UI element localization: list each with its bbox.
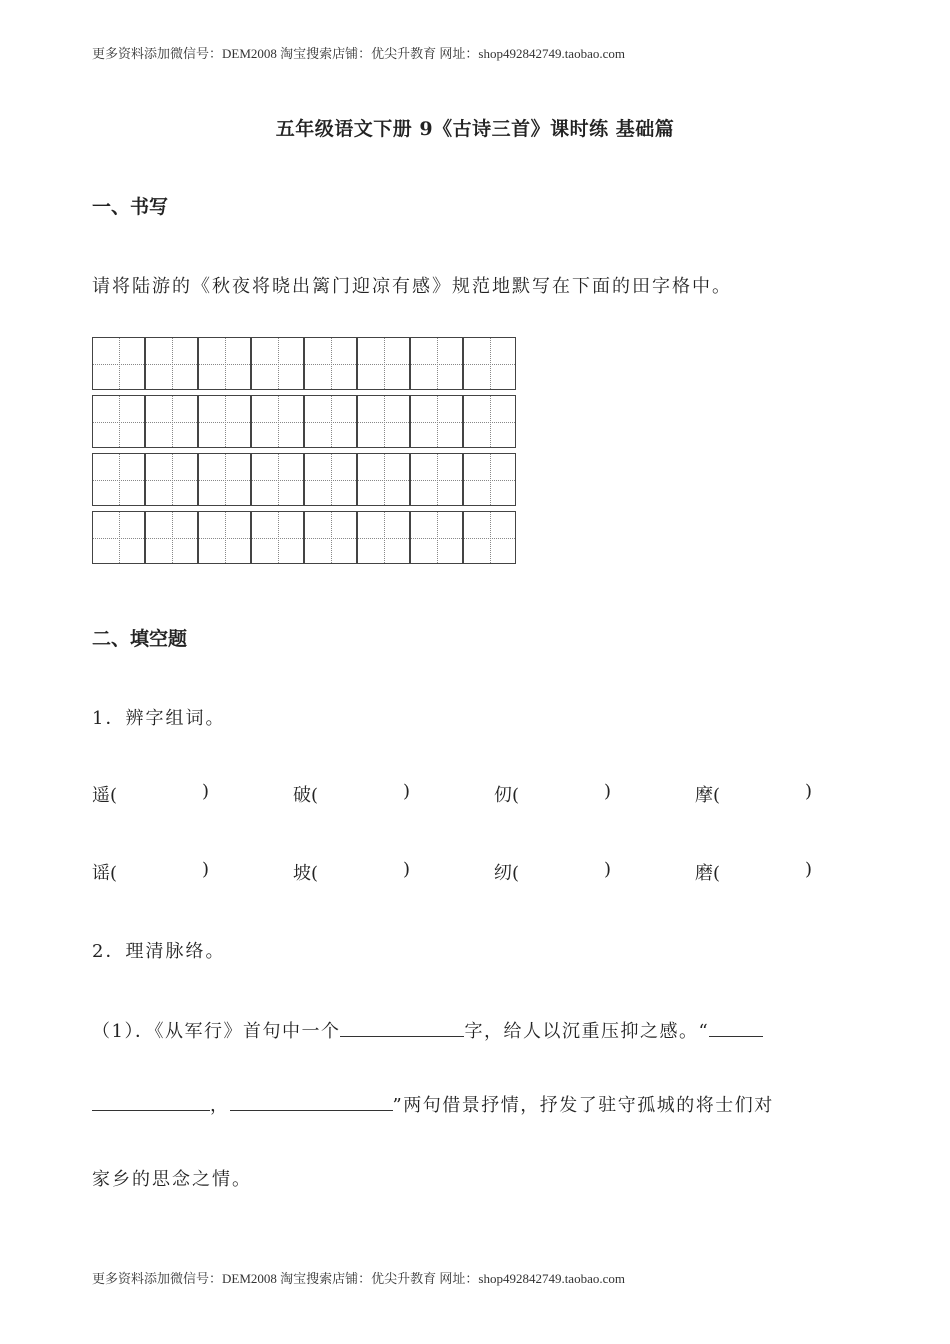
tianzige-cell[interactable] [92,453,145,506]
tianzige-cell[interactable] [92,395,145,448]
tianzige-cell[interactable] [357,337,410,390]
tianzige-cell[interactable] [92,337,145,390]
word-item-ren2[interactable] [494,859,612,885]
page-title: 五年级语文下册 9《古诗三首》课时练 基础篇 [275,118,675,140]
tianzige-cell[interactable] [304,453,357,506]
word-item-close: ) [805,859,813,880]
word-item-yao[interactable] [92,781,210,807]
tianzige-cell[interactable] [357,511,410,564]
word-item-char: 纫( [494,863,520,884]
word-item-ren[interactable] [494,781,612,807]
answer-blank-1[interactable] [340,1018,464,1037]
word-item-char: 坡( [293,863,319,884]
question-2-line-1 [92,1017,763,1043]
tianzige-cell[interactable] [145,337,198,390]
word-item-mo2[interactable] [695,859,813,885]
word-item-char: 仞( [494,785,520,806]
tianzige-cell[interactable] [463,453,516,506]
tianzige-cell[interactable] [463,511,516,564]
tianzige-cell[interactable] [463,395,516,448]
tianzige-cell[interactable] [198,511,251,564]
tianzige-cell[interactable] [92,511,145,564]
tianzige-cell[interactable] [463,337,516,390]
word-item-char: 谣( [92,863,118,884]
tianzige-cell[interactable] [410,337,463,390]
word-item-close: ) [604,781,612,802]
answer-blank-2b[interactable] [92,1092,210,1111]
question-1-label: 1．辨字组词。 [92,708,226,729]
word-item-close: ) [202,781,210,802]
word-item-yao2[interactable] [92,859,210,885]
word-item-close: ) [403,859,411,880]
question-2-line-3: 家乡的思念之情。 [92,1169,252,1190]
tianzige-cell[interactable] [198,453,251,506]
page-footer: 更多资料添加微信号：DEM2008 淘宝搜索店铺：优尖升教育 网址：shop492842749.taobao.com [92,1271,625,1286]
word-item-po2[interactable] [293,859,411,885]
tianzige-cell[interactable] [410,453,463,506]
tianzige-cell[interactable] [251,337,304,390]
tianzige-cell[interactable] [304,395,357,448]
word-item-po[interactable] [293,781,411,807]
word-item-close: ) [403,781,411,802]
word-item-close: ) [202,859,210,880]
tianzige-cell[interactable] [357,453,410,506]
writing-instruction: 请将陆游的《秋夜将晓出篱门迎凉有感》规范地默写在下面的田字格中。 [92,276,732,297]
tianzige-cell[interactable] [251,395,304,448]
tianzige-cell[interactable] [145,511,198,564]
question-2-label: 2．理清脉络。 [92,941,226,962]
q2-text-b: 字，给人以沉重压抑之感。“ [464,1021,710,1042]
word-item-close: ) [604,859,612,880]
tianzige-cell[interactable] [304,511,357,564]
tianzige-cell[interactable] [198,337,251,390]
q2-text-a: （1）．《从军行》首句中一个 [92,1021,341,1042]
word-item-char: 破( [293,785,319,806]
word-item-char: 遥( [92,785,118,806]
tianzige-cell[interactable] [357,395,410,448]
q2-text-c: ”两句借景抒情，抒发了驻守孤城的将士们对 [392,1095,774,1116]
question-2-line-2 [92,1091,774,1117]
word-item-close: ) [805,781,813,802]
q2-comma: ， [210,1095,230,1116]
tianzige-cell[interactable] [410,511,463,564]
section-heading-writing: 一、书写 [92,196,169,218]
word-item-mo[interactable] [695,781,813,807]
word-item-char: 摩( [695,785,721,806]
tianzige-cell[interactable] [145,395,198,448]
tianzige-cell[interactable] [251,453,304,506]
tianzige-cell[interactable] [145,453,198,506]
tianzige-cell[interactable] [251,511,304,564]
tianzige-cell[interactable] [304,337,357,390]
tianzige-cell[interactable] [410,395,463,448]
word-item-char: 磨( [695,863,721,884]
answer-blank-3[interactable] [230,1092,393,1111]
page-header: 更多资料添加微信号：DEM2008 淘宝搜索店铺：优尖升教育 网址：shop492842749.taobao.com [92,46,625,61]
tianzige-cell[interactable] [198,395,251,448]
answer-blank-2a[interactable] [709,1018,763,1037]
section-heading-fill-blank: 二、填空题 [92,628,188,650]
